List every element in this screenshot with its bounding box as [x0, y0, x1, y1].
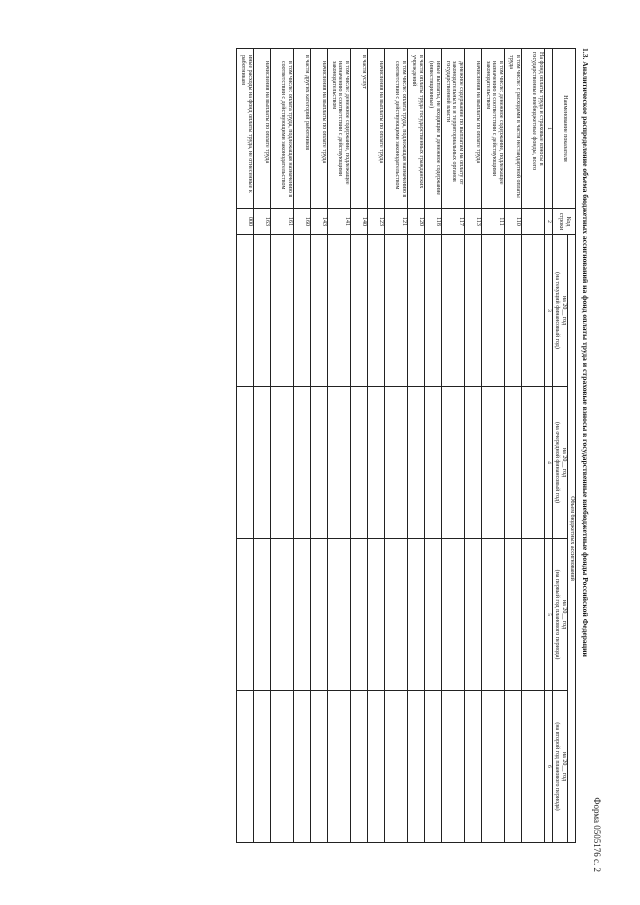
table-row	[465, 49, 482, 843]
value-cell[interactable]	[442, 235, 465, 387]
value-cell[interactable]	[254, 539, 271, 691]
value-cell[interactable]	[465, 691, 482, 843]
row-code: 117	[442, 209, 465, 235]
value-cell[interactable]	[408, 539, 425, 691]
row-name: начисления на выплаты по оплате труда	[311, 49, 328, 209]
value-cell[interactable]	[368, 387, 385, 539]
value-cell[interactable]	[254, 691, 271, 843]
table-row	[385, 49, 408, 843]
value-cell[interactable]	[237, 387, 254, 539]
value-cell[interactable]	[294, 235, 311, 387]
value-cell[interactable]	[328, 691, 351, 843]
value-cell[interactable]	[408, 387, 425, 539]
table-row	[408, 49, 425, 843]
table-row	[442, 49, 465, 843]
header-year-current: на 20__ год (на текущий финансовый год)	[553, 235, 568, 387]
value-cell[interactable]	[425, 539, 442, 691]
column-number: 5	[545, 539, 553, 691]
value-cell[interactable]	[328, 235, 351, 387]
table-row	[368, 49, 385, 843]
value-cell[interactable]	[465, 539, 482, 691]
row-code: 113	[465, 209, 482, 235]
row-name: денежное содержание по выплатам на оплату от законодательных в и территориальных органов государственной власти	[442, 49, 465, 209]
header-year-next: на 20__ год (на очередной финансовый год)	[553, 387, 568, 539]
value-cell[interactable]	[425, 691, 442, 843]
rotated-document-page	[10, 20, 600, 880]
value-cell[interactable]	[442, 539, 465, 691]
column-number: 6	[545, 691, 553, 843]
header-year-plan1: на 20__ год (на первый год планового периода)	[553, 539, 568, 691]
value-cell[interactable]	[442, 387, 465, 539]
value-cell[interactable]	[482, 539, 505, 691]
table-row	[351, 49, 368, 843]
allocation-table	[236, 48, 576, 843]
row-name: в части услуг	[351, 49, 368, 209]
row-name: начисления на выплаты по оплате труда	[254, 49, 271, 209]
value-cell[interactable]	[311, 387, 328, 539]
row-name: в том числе: денежное содержание, подлежащее назначению в соответствии с действующими законодательством	[482, 49, 505, 209]
value-cell[interactable]	[237, 235, 254, 387]
row-name: начисления на выплаты по оплате труда	[368, 49, 385, 209]
value-cell[interactable]	[482, 691, 505, 843]
value-cell[interactable]	[271, 387, 294, 539]
value-cell[interactable]	[237, 539, 254, 691]
value-cell[interactable]	[254, 235, 271, 387]
value-cell[interactable]	[351, 235, 368, 387]
value-cell[interactable]	[294, 691, 311, 843]
value-cell[interactable]	[522, 691, 545, 843]
value-cell[interactable]	[505, 691, 522, 843]
row-code	[522, 209, 545, 235]
table-row	[505, 49, 522, 843]
table-row	[311, 49, 328, 843]
row-code: 140	[351, 209, 368, 235]
value-cell[interactable]	[505, 387, 522, 539]
table-row	[522, 49, 545, 843]
value-cell[interactable]	[385, 539, 408, 691]
value-cell[interactable]	[351, 691, 368, 843]
row-code: 110	[505, 209, 522, 235]
row-code: 120	[408, 209, 425, 235]
row-code: 143	[311, 209, 328, 235]
value-cell[interactable]	[522, 387, 545, 539]
column-number-row	[545, 49, 553, 843]
value-cell[interactable]	[408, 691, 425, 843]
value-cell[interactable]	[385, 235, 408, 387]
row-name: в том числе: с расходами в части нестандартной оплаты труда	[505, 49, 522, 209]
value-cell[interactable]	[351, 387, 368, 539]
table-row	[294, 49, 311, 843]
value-cell[interactable]	[505, 235, 522, 387]
header-name: Наименование показателя	[553, 49, 576, 209]
column-number: 2	[545, 209, 553, 235]
row-name: в части других категорий работников	[294, 49, 311, 209]
value-cell[interactable]	[271, 691, 294, 843]
value-cell[interactable]	[522, 235, 545, 387]
table-row	[254, 49, 271, 843]
value-cell[interactable]	[368, 539, 385, 691]
row-code: 160	[294, 209, 311, 235]
value-cell[interactable]	[254, 387, 271, 539]
row-name: в том числе: денежное содержание, подлежащее назначению в соответствии с действующими законодательством	[328, 49, 351, 209]
row-name: иные расходы на фонд оплаты труда, не отнесенные к работникам	[237, 49, 254, 209]
value-cell[interactable]	[311, 539, 328, 691]
row-code: 118	[425, 209, 442, 235]
row-name: в том числе: оплата труда, подлежащая назначению в соответствии с действующими законодательством	[271, 49, 294, 209]
value-cell[interactable]	[294, 387, 311, 539]
table-row	[237, 49, 254, 843]
column-number: 3	[545, 235, 553, 387]
value-cell[interactable]	[385, 387, 408, 539]
value-cell[interactable]	[522, 539, 545, 691]
section-title: 1.3. Аналитическое распределение объема бюджетных ассигнований на фонд оплаты труда и страховые взносы в государственные внебюджетные фонды Российской Федерации	[581, 48, 590, 657]
row-code: 000	[237, 209, 254, 235]
row-code: 163	[254, 209, 271, 235]
value-cell[interactable]	[425, 235, 442, 387]
value-cell[interactable]	[368, 691, 385, 843]
row-code: 111	[482, 209, 505, 235]
value-cell[interactable]	[482, 387, 505, 539]
row-code: 121	[385, 209, 408, 235]
table-row	[425, 49, 442, 843]
row-name: иные выплаты, не входящие в денежное содержание (инвестиционные)	[425, 49, 442, 209]
row-code: 123	[368, 209, 385, 235]
row-name: в том числе: оплата труда, подлежащая назначению в соответствии с действующими законодательством	[385, 49, 408, 209]
value-cell[interactable]	[328, 387, 351, 539]
header-code: Код строки	[553, 209, 576, 235]
header-year-plan2: на 20__ год (на второй год планового периода)	[553, 691, 568, 843]
value-cell[interactable]	[311, 691, 328, 843]
value-cell[interactable]	[311, 235, 328, 387]
value-cell[interactable]	[271, 539, 294, 691]
row-name: На фонд оплаты труда и страховые взносы в государственные внебюджетные фонды, всего	[522, 49, 545, 209]
row-code: 141	[328, 209, 351, 235]
header-group-title: Объем бюджетных ассигнований	[568, 235, 576, 843]
value-cell[interactable]	[368, 235, 385, 387]
column-number: 4	[545, 387, 553, 539]
value-cell[interactable]	[505, 539, 522, 691]
value-cell[interactable]	[328, 539, 351, 691]
value-cell[interactable]	[237, 691, 254, 843]
form-number: Форма 0505176 с. 2	[592, 797, 602, 872]
table-row	[271, 49, 294, 843]
row-name: начисления на выплаты по оплате труда	[465, 49, 482, 209]
value-cell[interactable]	[425, 387, 442, 539]
value-cell[interactable]	[385, 691, 408, 843]
value-cell[interactable]	[408, 235, 425, 387]
value-cell[interactable]	[294, 539, 311, 691]
row-code: 161	[271, 209, 294, 235]
row-name: в части оплаты труда государственных гражданских учреждений	[408, 49, 425, 209]
value-cell[interactable]	[465, 235, 482, 387]
value-cell[interactable]	[482, 235, 505, 387]
value-cell[interactable]	[465, 387, 482, 539]
value-cell[interactable]	[271, 235, 294, 387]
table-row	[482, 49, 505, 843]
value-cell[interactable]	[442, 691, 465, 843]
column-number: 1	[545, 49, 553, 209]
value-cell[interactable]	[351, 539, 368, 691]
table-row	[328, 49, 351, 843]
